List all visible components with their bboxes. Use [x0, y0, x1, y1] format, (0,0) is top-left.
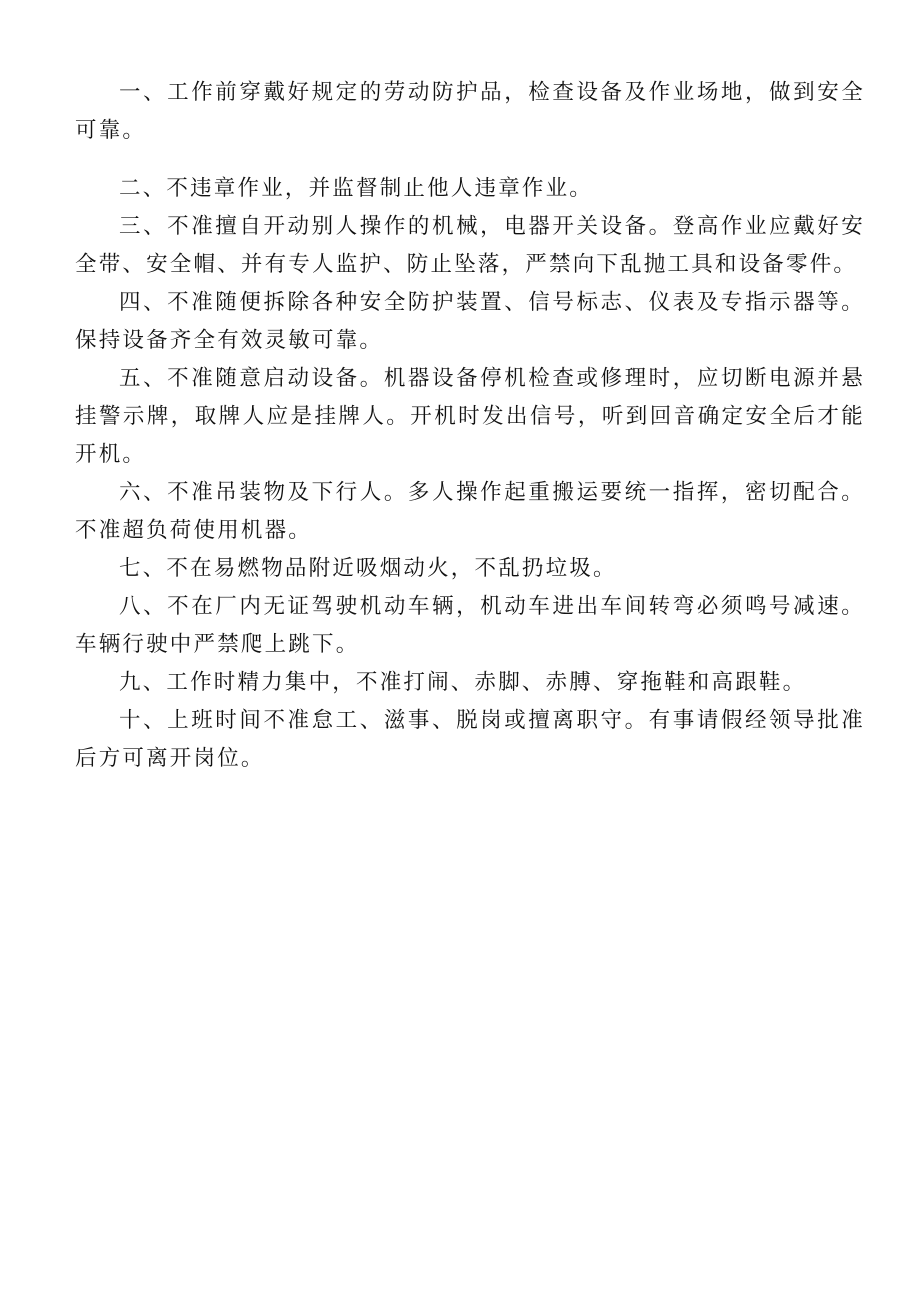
paragraph-gap [75, 150, 865, 170]
rule-item: 十、上班时间不准怠工、滋事、脱岗或擅离职守。有事请假经领导批准后方可离开岗位。 [75, 708, 865, 771]
rule-item: 三、不准擅自开动别人操作的机械，电器开关设备。登高作业应戴好安全带、安全帽、并有专人监护、防止坠落，严禁向下乱抛工具和设备零件。 [75, 214, 865, 277]
safety-rules-list [75, 74, 865, 778]
rule-item: 一、工作前穿戴好规定的劳动防护品，检查设备及作业场地，做到安全可靠。 [75, 80, 865, 143]
rule-item: 九、工作时精力集中，不准打闹、赤脚、赤膊、穿拖鞋和高跟鞋。 [119, 670, 807, 695]
rule-item: 四、不准随便拆除各种安全防护装置、信号标志、仪表及专指示器等。保持设备齐全有效灵敏可靠。 [75, 290, 865, 353]
rule-item: 五、不准随意启动设备。机器设备停机检查或修理时，应切断电源并悬挂警示牌，取牌人应是挂牌人。开机时发出信号，听到回音确定安全后才能开机。 [75, 366, 865, 467]
rule-item: 六、不准吊装物及下行人。多人操作起重搬运要统一指挥，密切配合。不准超负荷使用机器。 [75, 480, 865, 543]
rule-item: 二、不违章作业，并监督制止他人违章作业。 [119, 176, 594, 201]
rule-item: 七、不在易燃物品附近吸烟动火，不乱扔垃圾。 [119, 556, 617, 581]
rule-item: 八、不在厂内无证驾驶机动车辆，机动车进出车间转弯必须鸣号减速。车辆行驶中严禁爬上跳下。 [75, 594, 865, 657]
